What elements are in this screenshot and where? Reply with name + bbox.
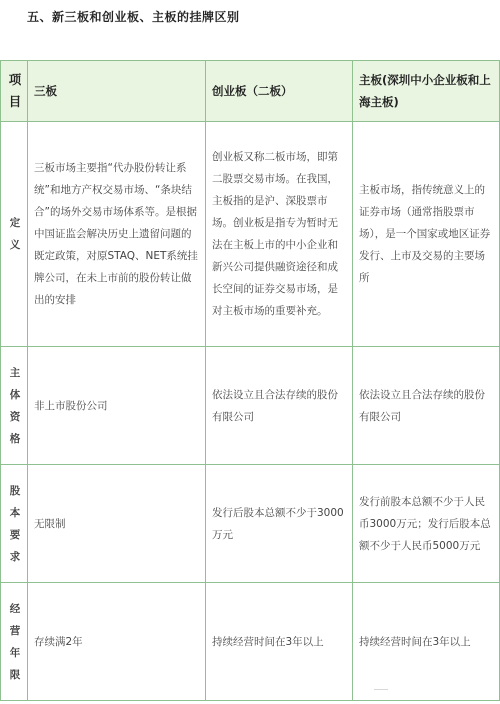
comparison-table: [0, 60, 500, 701]
table-row: [1, 465, 500, 583]
row-label-text: 主体资格: [9, 366, 21, 445]
qualification-new-third-board: [28, 347, 206, 465]
table-row: [1, 122, 500, 347]
header-main-board-label: 主板(深圳中小企业板和上海主板): [359, 73, 491, 109]
header-item-cell: [1, 61, 28, 122]
cell-text: 无限制: [34, 517, 66, 530]
row-label-text: 定义: [9, 217, 21, 251]
cell-text: 依法设立且合法存续的股份有限公司: [212, 388, 338, 423]
definition-main-board: [353, 122, 500, 347]
cell-text: 依法设立且合法存续的股份有限公司: [359, 388, 485, 423]
cell-text: 创业板又称二板市场，即第二股票交易市场。在我国，主板指的是沪、深股票市场。创业板是指专为暂时无法在主板上市的中小企业和新兴公司提供融资途径和成长空间的证券交易市场，是对主板市场的重要补充。: [212, 151, 338, 317]
cell-text: 持续经营时间在3年以上: [212, 635, 324, 648]
capital-new-third-board: [28, 465, 206, 583]
row-label-text: 股本要求: [9, 484, 21, 563]
cell-text: 三板市场主要指“代办股份转让系统”和地方产权交易市场、“条块结合”的场外交易市场体系等。是根据中国证监会解决历史上遗留问题的既定政策，对原STAQ、NET系统挂牌公司，在未上市前的股份转让做出的安排: [34, 162, 198, 306]
header-gem-board: [206, 61, 353, 122]
row-label-text: 经营年限: [9, 602, 21, 681]
row-label-operating-years: [1, 583, 28, 701]
watermark-mark: [374, 683, 388, 690]
qualification-main-board: [353, 347, 500, 465]
definition-gem-board: [206, 122, 353, 347]
cell-text: 主板市场，指传统意义上的证券市场（通常指股票市场），是一个国家或地区证券发行、上市及交易的主要场所: [359, 184, 491, 284]
cell-text: 存续满2年: [34, 635, 83, 648]
capital-gem-board: [206, 465, 353, 583]
table-row: [1, 583, 500, 701]
cell-text: 非上市股份公司: [34, 399, 108, 412]
cell-text: 持续经营时间在3年以上: [359, 635, 471, 648]
row-label-entity-qualification: [1, 347, 28, 465]
cell-text: 发行前股本总额不少于人民币3000万元；发行后股本总额不少于人民币5000万元: [359, 495, 491, 552]
years-gem-board: [206, 583, 353, 701]
header-new-third-board: [28, 61, 206, 122]
header-new-third-board-label: 三板: [34, 84, 57, 98]
section-title: 五、新三板和创业板、主板的挂牌区别: [27, 10, 240, 24]
qualification-gem-board: [206, 347, 353, 465]
row-label-definition: [1, 122, 28, 347]
table-header-row: [1, 61, 500, 122]
cell-text: 发行后股本总额不少于3000万元: [212, 506, 344, 541]
table-row: [1, 347, 500, 465]
header-item-label: 项目: [8, 72, 22, 109]
header-gem-board-label: 创业板（二板）: [212, 84, 293, 98]
capital-main-board: [353, 465, 500, 583]
definition-new-third-board: [28, 122, 206, 347]
years-new-third-board: [28, 583, 206, 701]
header-main-board: [353, 61, 500, 122]
row-label-capital-requirement: [1, 465, 28, 583]
